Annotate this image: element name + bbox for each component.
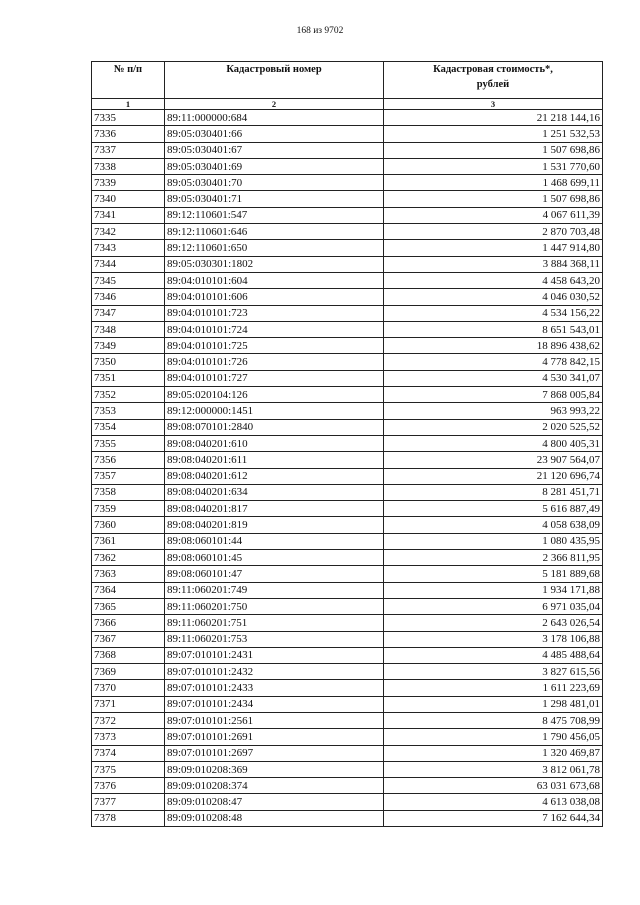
- table-row: [92, 158, 603, 174]
- row-number: 7371: [92, 696, 165, 712]
- cadastral-number: 89:05:030401:67: [165, 142, 384, 158]
- row-number: 7339: [92, 175, 165, 191]
- cadastral-value: 963 993,22: [384, 403, 603, 419]
- table-row: [92, 435, 603, 451]
- table-row: [92, 110, 603, 126]
- cadastral-number: 89:11:060201:753: [165, 631, 384, 647]
- table-row: [92, 321, 603, 337]
- table-row: [92, 810, 603, 826]
- cadastral-value: 4 530 341,07: [384, 370, 603, 386]
- table-row: [92, 272, 603, 288]
- row-number: 7358: [92, 484, 165, 500]
- table-row: [92, 550, 603, 566]
- cadastral-value: 1 320 469,87: [384, 745, 603, 761]
- cadastral-value: 21 218 144,16: [384, 110, 603, 126]
- table-row: [92, 680, 603, 696]
- cadastral-number: 89:09:010208:47: [165, 794, 384, 810]
- table-row: [92, 387, 603, 403]
- row-number: 7360: [92, 517, 165, 533]
- cadastral-number: 89:04:010101:725: [165, 338, 384, 354]
- cadastral-value: 3 827 615,56: [384, 664, 603, 680]
- row-number: 7350: [92, 354, 165, 370]
- cadastral-number: 89:09:010208:48: [165, 810, 384, 826]
- row-number: 7376: [92, 778, 165, 794]
- cadastral-number: 89:08:040201:634: [165, 484, 384, 500]
- table-row: [92, 175, 603, 191]
- cadastral-value: 1 790 456,05: [384, 729, 603, 745]
- row-number: 7343: [92, 240, 165, 256]
- cadastral-number: 89:04:010101:727: [165, 370, 384, 386]
- cadastral-value: 1 298 481,01: [384, 696, 603, 712]
- row-number: 7335: [92, 110, 165, 126]
- table-row: [92, 305, 603, 321]
- cadastral-number: 89:04:010101:726: [165, 354, 384, 370]
- table-body: [92, 110, 603, 827]
- table-row: [92, 582, 603, 598]
- column-number-1: 1: [92, 99, 165, 110]
- cadastral-value: 4 800 405,31: [384, 435, 603, 451]
- cadastral-number: 89:08:040201:817: [165, 501, 384, 517]
- cadastral-number: 89:09:010208:374: [165, 778, 384, 794]
- table-row: [92, 778, 603, 794]
- row-number: 7365: [92, 598, 165, 614]
- table-row: [92, 126, 603, 142]
- row-number: 7370: [92, 680, 165, 696]
- table-header-row: [92, 62, 603, 99]
- cadastral-number: 89:05:030301:1802: [165, 256, 384, 272]
- cadastral-number: 89:05:030401:70: [165, 175, 384, 191]
- row-number: 7347: [92, 305, 165, 321]
- cadastral-number: 89:07:010101:2432: [165, 664, 384, 680]
- table-row: [92, 289, 603, 305]
- header-cadastral-value-line2: рублей: [476, 79, 510, 90]
- cadastral-value: 8 281 451,71: [384, 484, 603, 500]
- table-row: [92, 664, 603, 680]
- cadastral-value: 1 080 435,95: [384, 533, 603, 549]
- cadastral-number: 89:12:110601:646: [165, 224, 384, 240]
- table-row: [92, 533, 603, 549]
- cadastral-value: 8 651 543,01: [384, 321, 603, 337]
- cadastral-value: 1 251 532,53: [384, 126, 603, 142]
- table-row: [92, 501, 603, 517]
- cadastral-number: 89:07:010101:2433: [165, 680, 384, 696]
- cadastral-number: 89:05:030401:69: [165, 158, 384, 174]
- row-number: 7341: [92, 207, 165, 223]
- table-row: [92, 761, 603, 777]
- cadastral-value: 4 613 038,08: [384, 794, 603, 810]
- table-row: [92, 484, 603, 500]
- row-number: 7346: [92, 289, 165, 305]
- row-number: 7336: [92, 126, 165, 142]
- row-number: 7337: [92, 142, 165, 158]
- table-row: [92, 631, 603, 647]
- cadastral-value: 1 531 770,60: [384, 158, 603, 174]
- cadastral-value: 6 971 035,04: [384, 598, 603, 614]
- cadastral-number: 89:07:010101:2691: [165, 729, 384, 745]
- page-number: 168 из 9702: [296, 26, 344, 36]
- cadastral-number: 89:12:110601:547: [165, 207, 384, 223]
- row-number: 7340: [92, 191, 165, 207]
- row-number: 7367: [92, 631, 165, 647]
- table-row: [92, 370, 603, 386]
- cadastral-number: 89:08:060101:47: [165, 566, 384, 582]
- cadastral-value: 1 507 698,86: [384, 142, 603, 158]
- row-number: 7342: [92, 224, 165, 240]
- cadastral-number: 89:12:000000:1451: [165, 403, 384, 419]
- cadastral-value: 7 162 644,34: [384, 810, 603, 826]
- cadastral-table: [91, 61, 603, 827]
- cadastral-value: 2 020 525,52: [384, 419, 603, 435]
- cadastral-number: 89:08:040201:819: [165, 517, 384, 533]
- cadastral-number: 89:04:010101:606: [165, 289, 384, 305]
- cadastral-number: 89:04:010101:724: [165, 321, 384, 337]
- cadastral-number: 89:09:010208:369: [165, 761, 384, 777]
- cadastral-value: 1 611 223,69: [384, 680, 603, 696]
- cadastral-value: 2 366 811,95: [384, 550, 603, 566]
- cadastral-number: 89:12:110601:650: [165, 240, 384, 256]
- cadastral-value: 8 475 708,99: [384, 712, 603, 728]
- row-number: 7352: [92, 387, 165, 403]
- row-number: 7364: [92, 582, 165, 598]
- cadastral-value: 21 120 696,74: [384, 468, 603, 484]
- table-row: [92, 191, 603, 207]
- cadastral-number: 89:05:030401:71: [165, 191, 384, 207]
- cadastral-number: 89:05:030401:66: [165, 126, 384, 142]
- row-number: 7356: [92, 452, 165, 468]
- table-row: [92, 354, 603, 370]
- header-cadastral-value-line1: Кадастровая стоимость*,: [433, 64, 553, 75]
- table-row: [92, 452, 603, 468]
- row-number: 7355: [92, 435, 165, 451]
- cadastral-number: 89:05:020104:126: [165, 387, 384, 403]
- cadastral-number: 89:07:010101:2431: [165, 647, 384, 663]
- table-row: [92, 468, 603, 484]
- row-number: 7357: [92, 468, 165, 484]
- table-row: [92, 729, 603, 745]
- row-number: 7361: [92, 533, 165, 549]
- cadastral-number: 89:04:010101:604: [165, 272, 384, 288]
- cadastral-value: 3 178 106,88: [384, 631, 603, 647]
- cadastral-value: 2 870 703,48: [384, 224, 603, 240]
- row-number: 7354: [92, 419, 165, 435]
- column-number-row: [92, 99, 603, 110]
- column-number-3: 3: [384, 99, 603, 110]
- column-number-2: 2: [165, 99, 384, 110]
- table-row: [92, 745, 603, 761]
- row-number: 7344: [92, 256, 165, 272]
- row-number: 7368: [92, 647, 165, 663]
- row-number: 7378: [92, 810, 165, 826]
- row-number: 7363: [92, 566, 165, 582]
- cadastral-number: 89:08:060101:45: [165, 550, 384, 566]
- cadastral-value: 1 934 171,88: [384, 582, 603, 598]
- table-row: [92, 338, 603, 354]
- cadastral-value: 18 896 438,62: [384, 338, 603, 354]
- row-number: 7349: [92, 338, 165, 354]
- row-number: 7374: [92, 745, 165, 761]
- header-cadastral-number: Кадастровый номер: [165, 62, 384, 99]
- cadastral-number: 89:07:010101:2697: [165, 745, 384, 761]
- row-number: 7338: [92, 158, 165, 174]
- table-row: [92, 696, 603, 712]
- row-number: 7377: [92, 794, 165, 810]
- cadastral-value: 4 067 611,39: [384, 207, 603, 223]
- table-row: [92, 240, 603, 256]
- cadastral-number: 89:11:000000:684: [165, 110, 384, 126]
- cadastral-number: 89:11:060201:750: [165, 598, 384, 614]
- table-row: [92, 142, 603, 158]
- row-number: 7366: [92, 615, 165, 631]
- cadastral-value: 4 058 638,09: [384, 517, 603, 533]
- cadastral-value: 1 447 914,80: [384, 240, 603, 256]
- cadastral-number: 89:04:010101:723: [165, 305, 384, 321]
- cadastral-value: 4 458 643,20: [384, 272, 603, 288]
- header-number: № п/п: [92, 62, 165, 99]
- row-number: 7345: [92, 272, 165, 288]
- table-row: [92, 615, 603, 631]
- cadastral-number: 89:08:040201:611: [165, 452, 384, 468]
- cadastral-value: 4 485 488,64: [384, 647, 603, 663]
- table-row: [92, 712, 603, 728]
- cadastral-value: 4 046 030,52: [384, 289, 603, 305]
- row-number: 7351: [92, 370, 165, 386]
- cadastral-number: 89:11:060201:751: [165, 615, 384, 631]
- cadastral-value: 3 884 368,11: [384, 256, 603, 272]
- cadastral-number: 89:08:060101:44: [165, 533, 384, 549]
- table-row: [92, 256, 603, 272]
- cadastral-value: 23 907 564,07: [384, 452, 603, 468]
- row-number: 7359: [92, 501, 165, 517]
- cadastral-value: 2 643 026,54: [384, 615, 603, 631]
- table-row: [92, 403, 603, 419]
- cadastral-number: 89:07:010101:2561: [165, 712, 384, 728]
- row-number: 7348: [92, 321, 165, 337]
- cadastral-number: 89:08:070101:2840: [165, 419, 384, 435]
- table-row: [92, 794, 603, 810]
- header-cadastral-value: [384, 62, 603, 99]
- cadastral-value: 7 868 005,84: [384, 387, 603, 403]
- cadastral-value: 3 812 061,78: [384, 761, 603, 777]
- table-row: [92, 598, 603, 614]
- table-row: [92, 207, 603, 223]
- cadastral-value: 1 468 699,11: [384, 175, 603, 191]
- table-row: [92, 647, 603, 663]
- row-number: 7369: [92, 664, 165, 680]
- cadastral-value: 4 534 156,22: [384, 305, 603, 321]
- table-row: [92, 566, 603, 582]
- table-row: [92, 419, 603, 435]
- cadastral-value: 1 507 698,86: [384, 191, 603, 207]
- cadastral-number: 89:08:040201:612: [165, 468, 384, 484]
- row-number: 7373: [92, 729, 165, 745]
- cadastral-value: 4 778 842,15: [384, 354, 603, 370]
- cadastral-number: 89:08:040201:610: [165, 435, 384, 451]
- cadastral-value: 5 181 889,68: [384, 566, 603, 582]
- table-row: [92, 517, 603, 533]
- row-number: 7353: [92, 403, 165, 419]
- cadastral-number: 89:07:010101:2434: [165, 696, 384, 712]
- table-row: [92, 224, 603, 240]
- cadastral-value: 5 616 887,49: [384, 501, 603, 517]
- row-number: 7375: [92, 761, 165, 777]
- cadastral-number: 89:11:060201:749: [165, 582, 384, 598]
- row-number: 7362: [92, 550, 165, 566]
- cadastral-value: 63 031 673,68: [384, 778, 603, 794]
- row-number: 7372: [92, 712, 165, 728]
